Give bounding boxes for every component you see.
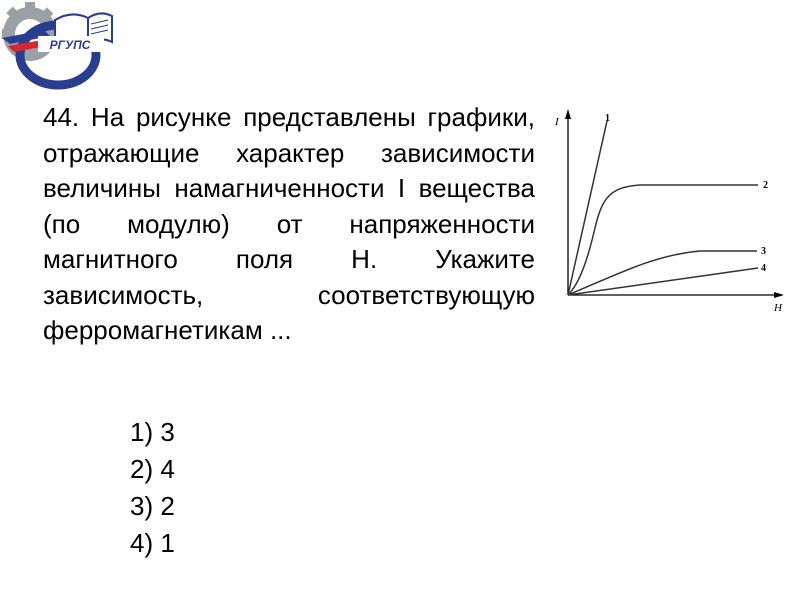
curve-label-1: 1 [605, 113, 610, 124]
y-axis-arrow [565, 109, 571, 119]
question-text: 44. На рисунке представлены графики, отражающие характер зависимости величины намагниченности I вещества (по модулю) от напряженности магнитного поля H. Укажите зависимость, соответствующую ферромагнетикам ... [43, 102, 535, 345]
curve-label-4: 4 [761, 263, 766, 274]
x-axis-label: H [774, 302, 782, 314]
curve-label-2: 2 [763, 180, 768, 191]
x-axis-arrow [774, 292, 784, 298]
answer-option-3[interactable]: 3) 2 [130, 491, 175, 521]
magnetization-graph [555, 103, 790, 318]
university-logo [0, 0, 115, 95]
logo-ring-text: РОСТОВ-НА-ДОНУ [33, 66, 86, 82]
y-axis-label: I [555, 116, 559, 128]
curve-4 [568, 268, 758, 295]
answer-options [130, 414, 175, 562]
answer-option-4[interactable]: 4) 1 [130, 528, 175, 558]
curve-label-3: 3 [761, 246, 766, 257]
curve-2 [568, 185, 758, 295]
answer-option-1[interactable]: 1) 3 [130, 417, 175, 447]
answer-option-2[interactable]: 2) 4 [130, 454, 175, 484]
curve-3 [568, 251, 757, 295]
logo-text: РГУПС [49, 38, 91, 52]
